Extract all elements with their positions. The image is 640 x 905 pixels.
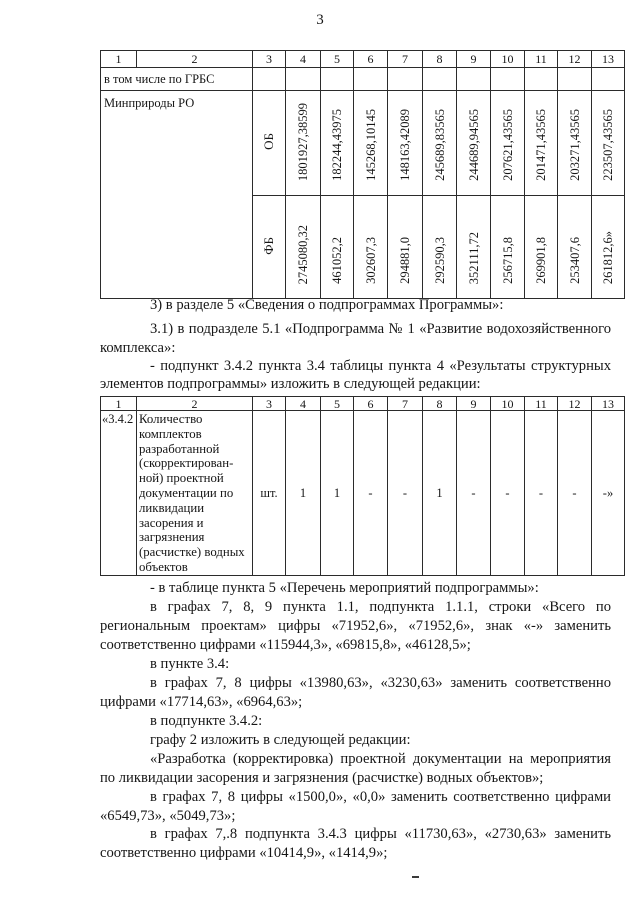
- amount-value: 148163,42089: [398, 109, 412, 181]
- results-table: [100, 396, 625, 576]
- table-header-row: [101, 51, 625, 68]
- funding-table: [100, 50, 625, 299]
- column-number: 5: [321, 51, 354, 68]
- column-number: 12: [558, 397, 592, 411]
- column-number: 9: [457, 51, 491, 68]
- column-number: 2: [137, 51, 253, 68]
- table-row: [101, 91, 625, 196]
- amount-cell: [286, 91, 321, 196]
- amount-value: 253407,6: [567, 237, 582, 284]
- value-cell: -: [525, 411, 558, 576]
- column-number: 13: [592, 51, 625, 68]
- description-line: (скорректирован-: [139, 456, 234, 471]
- description-line: засорения и: [139, 515, 204, 530]
- text-line: элементов подпрограммы» изложить в следующей редакции:: [100, 376, 481, 392]
- amount-value: 182244,43975: [330, 109, 344, 181]
- amount-value: 145268,10145: [363, 109, 378, 181]
- amount-value: 245689,83565: [432, 109, 447, 181]
- amount-cell: [321, 91, 354, 196]
- amount-value: 201471,43565: [534, 109, 548, 181]
- column-number: 13: [592, 397, 625, 411]
- text-line: «Разработка (корректировка) проектной документации на мероприятия: [150, 751, 611, 767]
- empty-cell: [354, 68, 388, 91]
- column-number: 11: [525, 51, 558, 68]
- amount-value: 256715,8: [500, 237, 515, 284]
- amount-cell: [592, 91, 625, 196]
- amount-value: 244689,94565: [466, 109, 481, 181]
- item-description: [137, 411, 253, 576]
- column-number: 8: [423, 397, 457, 411]
- value-cell: -: [491, 411, 525, 576]
- empty-cell: [525, 68, 558, 91]
- item-code: «3.4.2: [101, 411, 137, 576]
- value-cell: 1: [321, 411, 354, 576]
- empty-cell: [321, 68, 354, 91]
- column-number: 11: [525, 397, 558, 411]
- text-line: графу 2 изложить в следующей редакции:: [150, 732, 411, 748]
- column-number: 5: [321, 397, 354, 411]
- amount-cell: [388, 91, 423, 196]
- text-line: в пункте 3.4:: [150, 656, 230, 672]
- amount-value: 223507,43565: [601, 109, 615, 181]
- amount-cell: [457, 196, 491, 299]
- text-line: в подпункте 3.4.2:: [150, 713, 263, 729]
- amount-cell: [354, 196, 388, 299]
- funding-source-cell: [253, 196, 286, 299]
- column-number: 7: [388, 51, 423, 68]
- table-header-row: [101, 397, 625, 411]
- description-line: загрязнения: [139, 530, 205, 545]
- amount-cell: [558, 196, 592, 299]
- text-line: соответственно цифрами «10414,9», «1414,9»;: [100, 845, 388, 861]
- column-number: 3: [253, 51, 286, 68]
- column-number: 1: [101, 51, 137, 68]
- amount-value: 269901,8: [534, 237, 548, 284]
- ministry-name: Минприроды РО: [101, 91, 253, 299]
- value-cell: -: [354, 411, 388, 576]
- text-line: 3.1) в подразделе 5.1 «Подпрограмма № 1 «Развитие водохозяйственного: [150, 321, 611, 337]
- amount-cell: [321, 196, 354, 299]
- text-line: комплекса»:: [100, 340, 176, 356]
- column-number: 6: [354, 51, 388, 68]
- description-line: комплектов: [139, 426, 202, 441]
- text-line: по ликвидации засорения и загрязнения (расчистке) водных объектов»;: [100, 770, 544, 786]
- scan-mark: [412, 876, 419, 878]
- amount-cell: [457, 91, 491, 196]
- value-cell: 1: [286, 411, 321, 576]
- amount-value: 1801927,38599: [296, 102, 310, 181]
- amount-cell: [286, 196, 321, 299]
- amount-cell: [525, 196, 558, 299]
- description-line: ной) проектной: [139, 471, 224, 486]
- empty-cell: [592, 68, 625, 91]
- amount-value: 203271,43565: [567, 109, 582, 181]
- amount-cell: [491, 196, 525, 299]
- amount-value: 2745080,32: [296, 224, 310, 284]
- table-row: [101, 411, 625, 576]
- description-line: разработанной: [139, 441, 220, 456]
- column-number: 8: [423, 51, 457, 68]
- table-row: [101, 68, 625, 91]
- value-cell: -»: [592, 411, 625, 576]
- amount-cell: [491, 91, 525, 196]
- column-number: 2: [137, 397, 253, 411]
- empty-cell: [286, 68, 321, 91]
- amount-cell: [423, 91, 457, 196]
- amount-value: 461052,2: [330, 237, 344, 284]
- page-number: 3: [316, 12, 324, 28]
- empty-cell: [491, 68, 525, 91]
- amount-cell: [592, 196, 625, 299]
- text-line: в графах 7, 8 цифры «13980,63», «3230,63» заменить соответственно: [150, 675, 611, 691]
- grbs-row-label: в том числе по ГРБС: [101, 68, 253, 91]
- amount-cell: [354, 91, 388, 196]
- empty-cell: [423, 68, 457, 91]
- amount-cell: [423, 196, 457, 299]
- column-number: 10: [491, 397, 525, 411]
- text-line: в графах 7, 8 цифры «1500,0», «0,0» заменить соответственно цифрами: [150, 789, 611, 805]
- value-cell: -: [457, 411, 491, 576]
- column-number: 1: [101, 397, 137, 411]
- description-line: Количество: [139, 412, 203, 426]
- text-line: 3) в разделе 5 «Сведения о подпрограммах Программы»:: [150, 297, 504, 313]
- text-line: - подпункт 3.4.2 пункта 3.4 таблицы пункта 4 «Результаты структурных: [150, 358, 611, 374]
- text-line: - в таблице пункта 5 «Перечень мероприятий подпрограммы»:: [150, 580, 539, 596]
- funding-source-cell: [253, 91, 286, 196]
- amount-cell: [558, 91, 592, 196]
- amount-value: 302607,3: [363, 237, 378, 284]
- column-number: 10: [491, 51, 525, 68]
- column-number: 7: [388, 397, 423, 411]
- column-number: 12: [558, 51, 592, 68]
- column-number: 4: [286, 51, 321, 68]
- amount-value: 294881,0: [398, 237, 412, 284]
- amount-cell: [525, 91, 558, 196]
- amount-value: 261812,6»: [601, 230, 615, 284]
- text-line: региональным проектам» цифры «71952,6», «71952,6», знак «-» заменить: [100, 618, 611, 634]
- empty-cell: [253, 68, 286, 91]
- column-number: 9: [457, 397, 491, 411]
- column-number: 4: [286, 397, 321, 411]
- description-line: объектов: [139, 559, 188, 574]
- description-line: ликвидации: [139, 500, 205, 515]
- column-number: 3: [253, 397, 286, 411]
- text-line: в графах 7, 8, 9 пункта 1.1, подпункта 1.1.1, строки «Всего по: [150, 599, 611, 615]
- empty-cell: [457, 68, 491, 91]
- value-cell: -: [388, 411, 423, 576]
- empty-cell: [558, 68, 592, 91]
- description-line: документации по: [139, 485, 234, 500]
- amount-value: 207621,43565: [500, 109, 515, 181]
- value-cell: 1: [423, 411, 457, 576]
- unit-cell: шт.: [253, 411, 286, 576]
- text-line: соответственно цифрами «115944,3», «69815,8», «46128,5»;: [100, 637, 471, 653]
- text-line: «6549,73», «5049,73»;: [100, 808, 236, 824]
- amount-value: 292590,3: [432, 237, 447, 284]
- amount-cell: [388, 196, 423, 299]
- column-number: 6: [354, 397, 388, 411]
- funding-source-label: ФБ: [261, 236, 276, 255]
- text-line: цифрами «17714,63», «6964,63»;: [100, 694, 303, 710]
- amount-value: 352111,72: [466, 231, 481, 284]
- funding-source-label: ОБ: [261, 133, 276, 150]
- description-line: (расчистке) водных: [139, 545, 245, 560]
- empty-cell: [388, 68, 423, 91]
- text-line: в графах 7,.8 подпункта 3.4.3 цифры «11730,63», «2730,63» заменить: [150, 826, 611, 842]
- value-cell: -: [558, 411, 592, 576]
